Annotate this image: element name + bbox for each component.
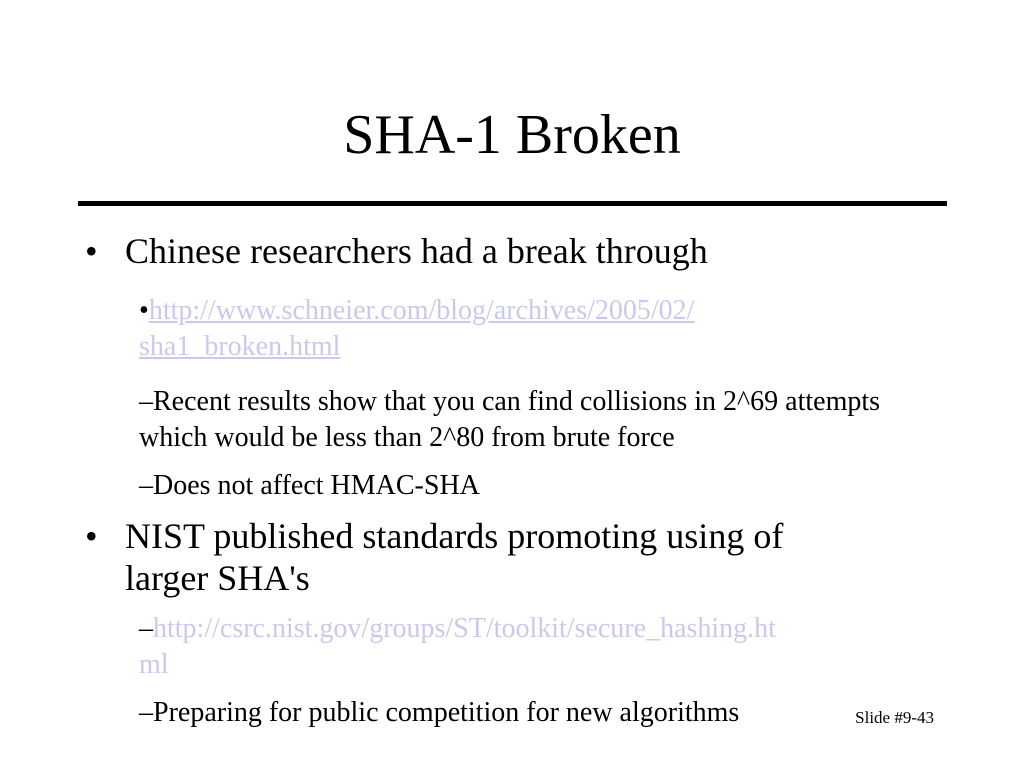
bullet-marker: • [85, 516, 98, 556]
sub-dash-marker: – [139, 386, 153, 417]
slide-number: Slide #9-43 [855, 708, 934, 727]
bullet-item-nist [85, 515, 865, 599]
sub-item-competition [139, 695, 934, 731]
sub-item-schneier-link [139, 293, 934, 365]
sub-item-text: Preparing for public competition for new algorithms [153, 697, 740, 728]
sub-dash-marker: – [139, 613, 153, 644]
bullet-text: Chinese researchers had a break through [125, 231, 708, 271]
nist-link-line2[interactable]: ml [139, 649, 169, 680]
bullet-item-researchers [85, 230, 885, 272]
bullet-text: NIST published standards promoting using of larger SHA's [125, 516, 784, 598]
sub-dash-marker: – [139, 697, 153, 728]
sub-item-hmac [139, 468, 934, 504]
sub-item-text: Does not affect HMAC-SHA [153, 470, 480, 501]
schneier-link-line2[interactable]: sha1_broken.html [139, 331, 341, 362]
sub-item-text: Recent results show that you can find collisions in 2^69 attempts which would be less than 2^80 from brute force [139, 386, 881, 453]
sub-item-recent-results [139, 384, 929, 456]
bullet-marker: • [85, 231, 98, 271]
slide-title: SHA-1 Broken [343, 104, 681, 166]
schneier-link-line1[interactable]: http://www.schneier.com/blog/archives/2005/02/ [148, 295, 695, 326]
title-divider [78, 201, 947, 206]
sub-dash-marker: – [139, 470, 153, 501]
sub-item-nist-link [139, 611, 934, 683]
nist-link-line1[interactable]: http://csrc.nist.gov/groups/ST/toolkit/secure_hashing.ht [153, 613, 776, 644]
sub-bullet-marker: • [139, 295, 149, 326]
